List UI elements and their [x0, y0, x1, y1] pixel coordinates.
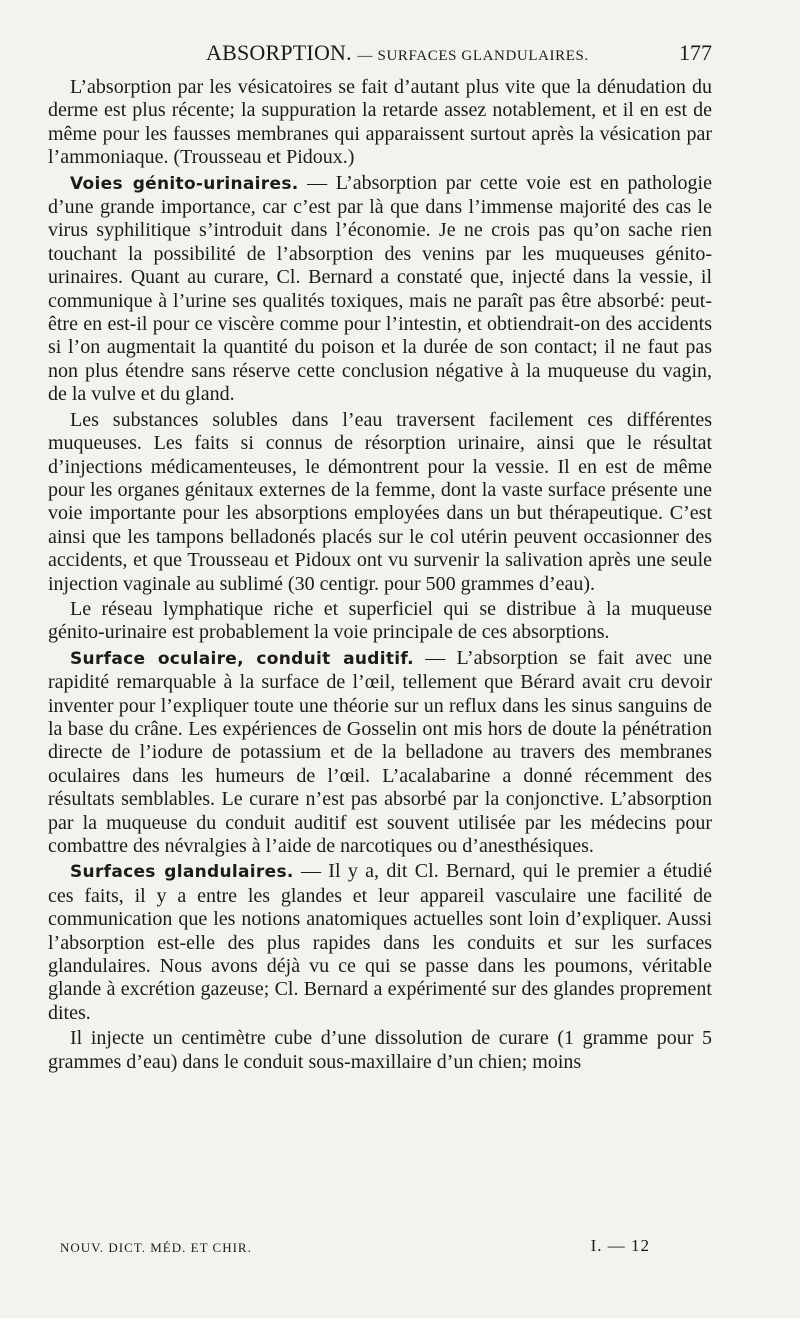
running-header [48, 40, 712, 72]
paragraph-text: — L’absorption par cette voie est en pathologie d’une grande importance, car c’est par là que dans l’immense majorité des cas le virus syphilitique s’introduit dans l’économie. Je ne crois pas qu’on sache rien touchant la possibilité de l’absorption des venins par les muqueuses génito-urinaires. Quant au curare, Cl. Bernard a constaté que, injecté dans la vessie, il communique à l’urine ses qualités toxiques, mais ne paraît pas être absorbé: peut-être en est-il pour ce viscère comme pour l’intestin, et obtiendrait-on des accidents si l’on augmentait la quantité du poison et la durée de son contact; il ne faut pas non plus étendre sans réserve cette conclusion négative à la muqueuse du vagin, de la vulve et du gland. [48, 171, 712, 406]
sheet-signature: I. — 12 [590, 1236, 650, 1255]
running-title-main: ABSORPTION. [206, 40, 352, 65]
paragraph-text: — Il y a, dit Cl. Bernard, qui le premier a étudié ces faits, il y a entre les glandes et leur appareil vasculaire une facilité de communication que les notions anatomiques actuelles sont loin d’expliquer. Aussi l’absorption est-elle des plus rapides dans les conduits et sur les surfaces glandulaires. Nous avons déjà vu ce qui se passe dans les poumons, véritable glande à excrétion gazeuse; Cl. Bernard a expérimenté sur des glandes proprement dites. [48, 860, 712, 1024]
paragraph-text: — L’absorption se fait avec une rapidité remarquable à la surface de l’œil, tellement que Bérard avait cru devoir inventer pour l’expliquer toute une théorie sur un reflux dans les sinus sanguins de la base du crâne. Les expériences de Gosselin ont mis hors de doute la pénétration directe de l’iodure de potassium et de la belladone au travers des membranes oculaires dans les humeurs de l’œil. L’acalabarine a donné récemment des résultats semblables. Le curare n’est pas absorbé par la conjonctive. L’absorption par la muqueuse du conduit auditif est souvent utilisée par les médecins pour combattre des névralgies à l’aide de narcotiques ou d’anesthésiques. [48, 646, 712, 857]
paragraph [48, 860, 712, 1025]
paragraph [48, 409, 712, 596]
page-number: 177 [679, 40, 712, 65]
paragraph-text: Le réseau lymphatique riche et superficiel qui se distribue à la muqueuse génito-urinaire est probablement la voie principale de ces absorptions. [48, 597, 712, 644]
paragraph-text: Il injecte un centimètre cube d’une dissolution de curare (1 gramme pour 5 grammes d’eau) dans le conduit sous-maxillaire d’un chien; moins [48, 1027, 712, 1073]
section-heading: Voies génito-urinaires. [70, 173, 299, 194]
paragraph-text: Les substances solubles dans l’eau traversent facilement ces différentes muqueuses. Les faits si connus de résorption urinaire, ainsi que le résultat d’injections médicamenteuses, le démontrent pour la vessie. Il en est de même pour les organes génitaux externes de la femme, dont la vaste surface présente une voie importante pour les absorptions employées dans un but thérapeutique. C’est ainsi que les tampons belladonés placés sur le col utérin peuvent occasionner des accidents, et que Trousseau et Pidoux ont vu survenir la salivation après une seule injection vaginale au sublimé (30 centigr. pour 500 grammes d’eau). [48, 408, 712, 595]
running-title [206, 40, 589, 66]
paragraph-text: L’absorption par les vésicatoires se fait d’autant plus vite que la dénudation du derme est plus récente; la suppuration la retarde assez notablement, et il en est de même pour les fausses membranes qui apparaissent surtout après la vésication par l’ammoniaque. (Trousseau et Pidoux.) [48, 76, 712, 169]
paragraph [48, 598, 712, 645]
paragraph [48, 172, 712, 407]
publication-signature: NOUV. DICT. MÉD. ET CHIR. [60, 1240, 252, 1255]
paragraph [48, 647, 712, 859]
running-title-sub: — SURFACES GLANDULAIRES. [357, 48, 589, 64]
section-heading: Surface oculaire, conduit auditif. [70, 648, 414, 669]
section-heading: Surfaces glandulaires. [70, 862, 294, 883]
paragraph [48, 1027, 712, 1074]
paragraph [48, 76, 712, 170]
body-text [48, 76, 712, 1076]
